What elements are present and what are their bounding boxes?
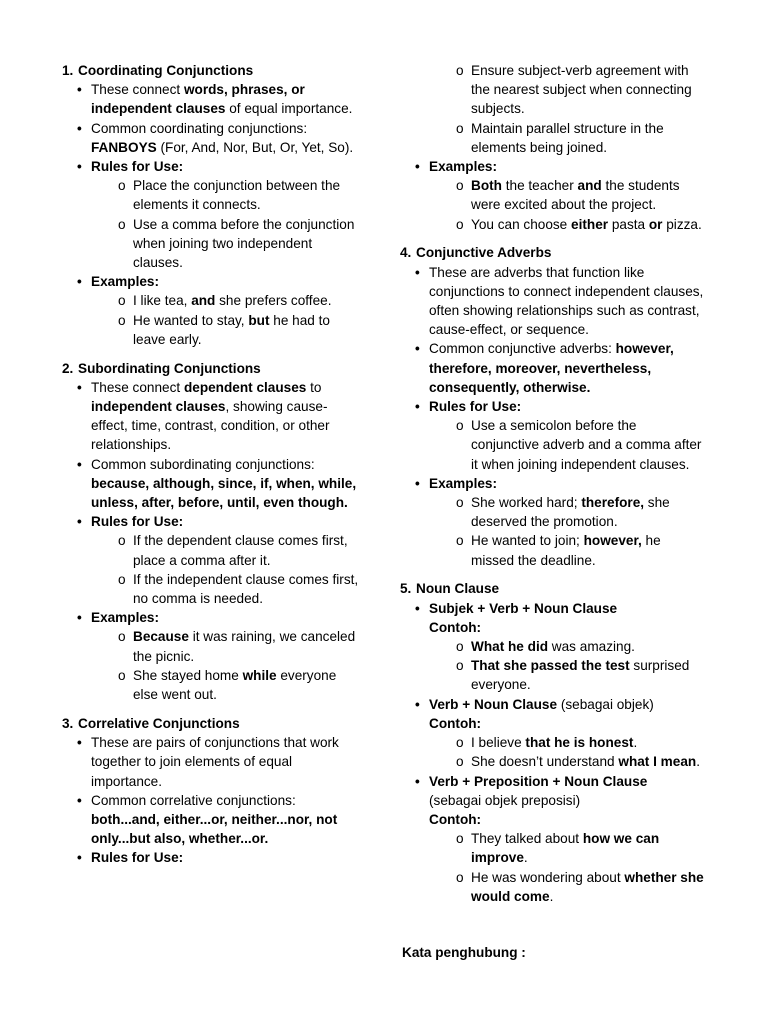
section-conjunctive-adverbs [400, 243, 705, 569]
example-item: o You can choose either pasta or pizza. [471, 215, 705, 234]
pattern-item: • Verb + Noun Clause (sebagai objek) Contoh: o I believe that he is honest. o She doesn’t understand what I mean. [429, 695, 705, 772]
section-correlative [62, 714, 362, 868]
examples-heading: • Examples: o She worked hard; therefore, she deserved the promotion. o He wanted to join; however, he missed the deadline. [429, 474, 705, 570]
rule-item: o Ensure subject-verb agreement with the nearest subject when connecting subjects. [471, 61, 705, 119]
list-item: • Common coordinating conjunctions: FANBOYS (For, And, Nor, But, Or, Yet, So). [91, 119, 362, 157]
list-item: • Common subordinating conjunctions: because, although, since, if, when, while, unless, after, before, until, even though. [91, 455, 362, 513]
rules-heading: • Rules for Use: o Use a semicolon before the conjunctive adverb and a comma after it when joining independent clauses. [429, 397, 705, 474]
section-title: 2. Subordinating Conjunctions [62, 360, 261, 376]
section-noun-clause [400, 579, 705, 905]
example-item: o That she passed the test surprised everyone. [471, 656, 705, 694]
example-item: o They talked about how we can improve. [471, 829, 705, 867]
rule-item: o Place the conjunction between the elements it connects. [133, 176, 362, 214]
section-correlative-continued [400, 61, 705, 234]
rule-item: o If the independent clause comes first, no comma is needed. [133, 570, 362, 608]
list-item: • These are pairs of conjunctions that work together to join elements of equal importance. [91, 733, 362, 791]
example-item: o She doesn’t understand what I mean. [471, 752, 705, 771]
pattern-item: • Subjek + Verb + Noun Clause Contoh: o What he did was amazing. o That she passed the test surprised everyone. [429, 599, 705, 695]
examples-heading: • Examples: o Both the teacher and the students were excited about the project. o You can choose either pasta or pizza. [429, 157, 705, 234]
example-item: o What he did was amazing. [471, 637, 705, 656]
rules-heading: • Rules for Use: [91, 848, 362, 867]
list-item: • Common conjunctive adverbs: however, therefore, moreover, nevertheless, consequently, otherwise. [429, 339, 705, 397]
rule-item: o Use a comma before the conjunction when joining two independent clauses. [133, 215, 362, 273]
section-title: 1. Coordinating Conjunctions [62, 63, 254, 78]
rule-item: o If the dependent clause comes first, place a comma after it. [133, 531, 362, 569]
section-title: 5. Noun Clause [400, 581, 500, 597]
example-item: o He wanted to stay, but he had to leave early. [133, 311, 362, 349]
list-item: • These connect words, phrases, or independent clauses of equal importance. [91, 80, 362, 118]
footer-label: Kata penghubung : [402, 945, 526, 960]
example-item: o He was wondering about whether she would come. [471, 868, 705, 906]
pattern-item: • Verb + Preposition + Noun Clause (sebagai objek preposisi) Contoh: o They talked about how we can improve. o He was wondering about whether she would come. [429, 772, 705, 906]
section-coordinating [62, 61, 362, 349]
example-item: o He wanted to join; however, he missed the deadline. [471, 531, 705, 569]
rules-heading: • Rules for Use: o If the dependent clause comes first, place a comma after it. o If the independent clause comes first, no comma is needed. [91, 512, 362, 608]
example-item: o She stayed home while everyone else went out. [133, 666, 362, 704]
list-item: • These are adverbs that function like conjunctions to connect independent clauses, often showing relationships such as contrast, cause-effect, or sequence. [429, 263, 705, 340]
rule-item: o Maintain parallel structure in the elements being joined. [471, 119, 705, 157]
section-subordinating [62, 359, 362, 705]
list-item: • These connect dependent clauses to independent clauses, showing cause-effect, time, contrast, condition, or other relationships. [91, 378, 362, 455]
left-column [62, 61, 362, 868]
example-item: o I believe that he is honest. [471, 733, 705, 752]
rule-item: o Use a semicolon before the conjunctive adverb and a comma after it when joining independent clauses. [471, 416, 705, 474]
examples-heading: • Examples: o I like tea, and she prefers coffee. o He wanted to stay, but he had to leave early. [91, 272, 362, 349]
example-item: o Both the teacher and the students were excited about the project. [471, 176, 705, 214]
rules-heading: • Rules for Use: o Place the conjunction between the elements it connects. o Use a comma before the conjunction when joining two independent clauses. [91, 157, 362, 272]
example-item: o I like tea, and she prefers coffee. [133, 291, 362, 310]
list-item: • Common correlative conjunctions: both...and, either...or, neither...nor, not only...but also, whether...or. [91, 791, 362, 849]
example-item: o Because it was raining, we canceled the picnic. [133, 627, 362, 665]
section-title: 3. Correlative Conjunctions [62, 715, 240, 731]
examples-heading: • Examples: o Because it was raining, we canceled the picnic. o She stayed home while everyone else went out. [91, 608, 362, 704]
section-title: 4. Conjunctive Adverbs [400, 245, 552, 261]
right-column [400, 61, 705, 906]
rules-continued [429, 61, 705, 157]
example-item: o She worked hard; therefore, she deserved the promotion. [471, 493, 705, 531]
